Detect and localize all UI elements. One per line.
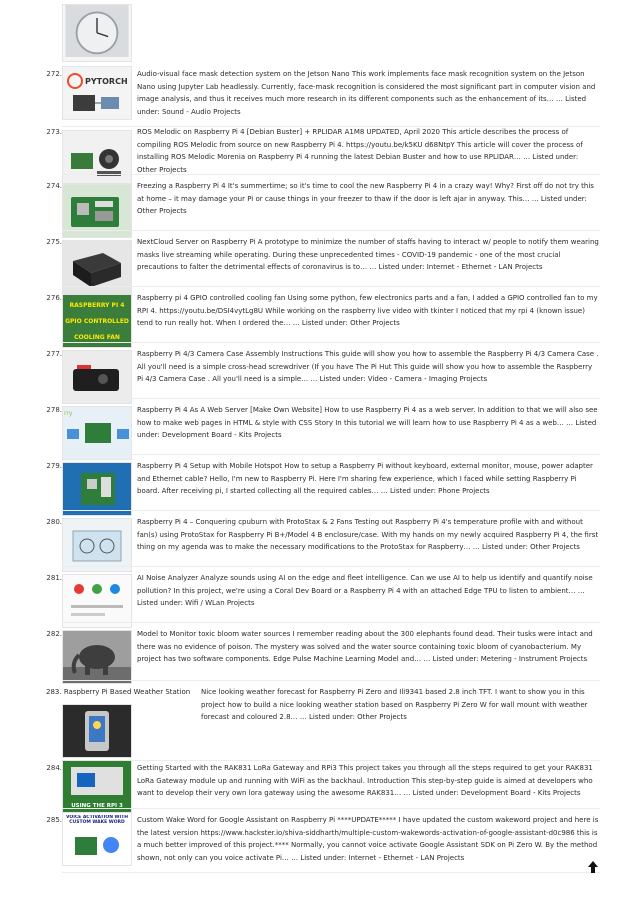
entry-description: Raspberry Pi 4 As A Web Server [Make Own Website] How to use Raspberry Pi 4 as a web server. In addition to that we will also see how to make web pages in HTML & style with CSS Story In this tutorial we will learn how to use Raspberry Pi 4 as a web… … Listed under: Development Board - Kits Projects [137,406,598,440]
entry-number: 281. [46,574,62,582]
fan-title-image [63,295,131,347]
separator [62,286,600,287]
entry-title[interactable]: Raspberry Pi Based Weather Station [63,688,191,696]
thumbnail-284[interactable] [62,760,132,814]
thumbnail-280[interactable] [62,518,132,572]
entry-description: Custom Wake Word for Google Assistant on Raspberry Pi ****UPDATE***** I have updated the custom wakeword project and here is the latest version https://www.hackster.io/shiva-siddharth/multiple-custom-wakewords-activation-of-google-assistant-d0c986 this is a much better improved of this project.**** Normally, you cannot voice activate Google Assistant SDK on Pi Zero W. By the method shown, not only can you voice activate Pi… … Listed under: Internet - Ethernet - LAN Projects [137,816,599,862]
thumbnail-283[interactable] [62,704,132,758]
overlay-text: COOLING FAN [74,334,120,341]
pytorch-image [63,67,131,119]
thumbnail-277[interactable] [62,350,132,404]
entry-description: NextCloud Server on Raspberry Pi A prototype to minimize the number of staffs having to interact w/ people to notify them wearing masks live streaming while operating. During these unprecedented times - COVID-19 pandemic - one of the most crucial precautions to falter the detrimental effects of coronavirus is to… … Listed under: Internet - Ethernet - LAN Projects [137,238,599,272]
entry-number: 275. [46,238,62,246]
entry-number: 277. [46,350,62,358]
thumbnail-281[interactable] [62,574,132,628]
weather-station-image [63,705,131,757]
entry-description: Raspberry pi 4 GPIO controlled cooling fan Using some python, few electronics parts and a fan, I added a GPIO controlled fan to my RPI 4. https://youtu.be/DSI4vytLg8U While working on the raspberry live video with tkinter I noticed that my rpi 4 (known issue) tend to run really hot. When I ordered the… … Listed under: Other Projects [137,294,598,328]
entry-description: Model to Monitor toxic bloom water sources I remember reading about the 300 elephants found dead. Their tusks were intact and there was no evidence of poison. The mystery was solved and the water source containing toxic bloom of cyanobacterium. My project has two software components. Edge Pulse Machine Learning Model and… … Listed under: Metering - Instrument Projects [137,630,593,664]
overlay-text: GPIO CONTROLLED [65,318,129,325]
entry-number: 284. [46,764,62,772]
overlay-text: rry [64,410,73,417]
thumbnail-272[interactable] [62,66,132,120]
ros-lidar-image [63,131,131,183]
entry-number: 272. [46,70,62,78]
logo-text: PYTORCH [85,77,128,86]
entry-number: 285. [46,816,62,824]
entry-description: Raspberry Pi 4 Setup with Mobile Hotspot How to setup a Raspberry Pi without keyboard, external monitor, mouse, power adapter and Ethernet cable? Hello, I'm new to Raspberry Pi. Here I'm sharing few experience, which I faced while setting Raspberry Pi board. After receiving pi, I started collecting all the required cables… … Listed under: Phone Projects [137,462,593,496]
entry-description: Raspberry Pi 4 – Conquering cpuburn with ProtoStax & 2 Fans Testing out Raspberry Pi 4's temperature profile with and without fan(s) using ProtoStax for Raspberry Pi B+/Model 4 B enclosure/case. With my hands on my newly acquired Raspberry Pi 4, the first thing on my agenda was to make the necessary modifications to the ProtoStax for Raspberry… … Listed under: Other Projects [137,518,599,552]
logo-text: USING THE RPI 3 [71,803,123,809]
separator [62,230,600,231]
watch-image [63,5,131,57]
rak831-image [63,761,131,813]
web-server-image [63,407,131,459]
separator [62,510,600,511]
hotspot-image [63,463,131,515]
entry-description: Nice looking weather forecast for Raspberry Pi Zero and Ili9341 based 2.8 inch TFT. I want to show you in this project how to build a nice looking weather station based on Raspberry Pi Zero W for wall mount with weather forecast and coloured 2.8… … Listed under: Other Projects [201,688,588,722]
entry-description: AI Noise Analyzer Analyze sounds using AI on the edge and fleet intelligence. Can we use AI to help us identify and quantify noise pollution? In this project, we're using a Coral Dev Board or a Raspberry Pi 4 with an attached Edge TPU to listen to ambient… … Listed under: Wifi / WLan Projects [137,574,593,608]
separator [62,680,600,681]
entry-description: Raspberry Pi 4/3 Camera Case Assembly Instructions This guide will show you how to assemble the Raspberry Pi 4/3 Camera Case . All you'll need is a simple cross-head screwdriver (If you have The Pi Hut This guide will show you how to assemble the Raspberry Pi 4/3 Camera Case . All you'll need is a simple… … Listed under: Video - Camera - Imaging Projects [137,350,599,384]
separator [62,872,600,873]
entry-number: 279. [46,462,62,470]
separator [62,808,600,809]
thumbnail-278[interactable] [62,406,132,460]
entry-number: 283. [46,688,62,696]
thumbnail-watch[interactable] [62,4,132,62]
separator [62,566,600,567]
logo-text: VOICE ACTIVATION WITH CUSTOM WAKE WORD [65,815,129,825]
wake-word-image [63,813,131,865]
entry-number: 276. [46,294,62,302]
overlay-text: RASPBERRY PI 4 [69,302,125,309]
separator [62,398,600,399]
entry-description: ROS Melodic on Raspberry Pi 4 [Debian Buster] + RPLIDAR A1M8 UPDATED, April 2020 This article describes the process of compiling ROS Melodic from source on new Raspberry Pi 4. https://youtu.be/k5KU d68NtpY This article will cover the process of installing ROS Melodic Morenia on Raspberry Pi 4 running the latest Debian Buster and how to use RPLIDAR… … Listed under: Other Projects [137,128,583,174]
camera-case-image [63,351,131,403]
entry-description: Audio-visual face mask detection system on the Jetson Nano This work implements face mask recognition system on the Jetson Nano using Jupyter Lab headlessly. Currently, face-mask recognition is considered the most significant part in computer vision and image analysis, and thus it receives much more research in its different components such as the enhancement of its… … Listed under: Sound - Audio Projects [137,70,596,116]
separator [62,342,600,343]
thumbnail-285[interactable] [62,812,132,866]
entry-number: 278. [46,406,62,414]
entry-description: Getting Started with the RAK831 LoRa Gateway and RPi3 This project takes you through all the steps required to get your RAK831 LoRa Gateway module up and running with WiFi as the backhaul. Introduction This step-by-step guide is aimed at developers who want to develop their very own lora gateway using the awesome RAK831… … Listed under: Development Board - Kits Projects [137,764,593,798]
entry-number: 282. [46,630,62,638]
protostax-case-image [63,519,131,571]
entry-description: Freezing a Raspberry Pi 4 It's summertime; so it's time to cool the new Raspberry Pi 4 in a crazy way! Why? First off do not try this at home – it may damage your Pi or cause things in your freezer to thaw if the door is left ajar in anyway. This… … Listed under: Other Projects [137,182,594,216]
scroll-top-button[interactable] [588,858,598,870]
entry-number: 273. [46,128,62,136]
separator [62,454,600,455]
elephant-image [63,631,131,683]
up-arrow-icon [588,861,598,873]
entry-number: 274. [46,182,62,190]
separator [62,760,600,761]
entry-number: 280. [46,518,62,526]
thumbnail-273[interactable] [62,130,132,184]
separator [62,174,600,175]
thumbnail-282[interactable] [62,630,132,684]
noise-analyzer-image [63,575,131,627]
thumbnail-279[interactable] [62,462,132,516]
separator [62,622,600,623]
thumbnail-276[interactable] [62,294,132,348]
